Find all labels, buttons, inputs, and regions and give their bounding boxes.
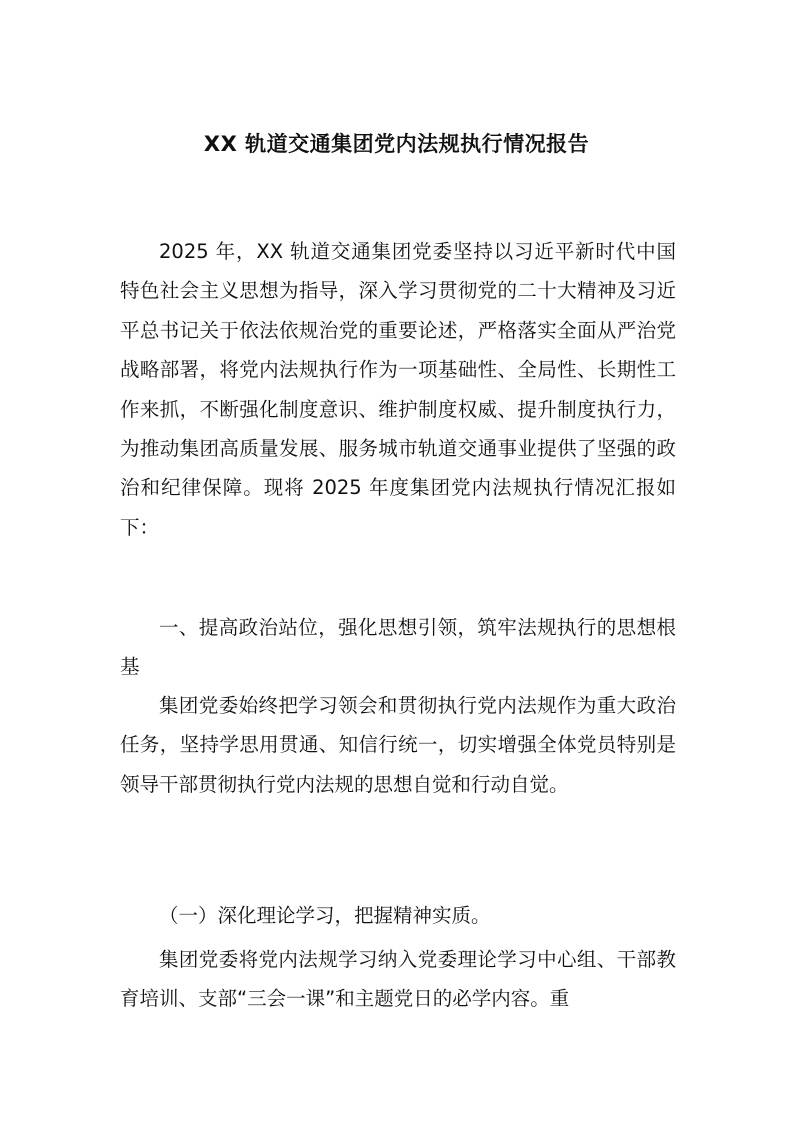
intro-paragraph: 2025 年，XX 轨道交通集团党委坚持以习近平新时代中国特色社会主义思想为指导，深入学习贯彻党的二十大精神及习近平总书记关于依法依规治党的重要论述，严格落实全面从严治党战略部署，将党内法规执行作为一项基础性、全局性、长期性工作来抓，不断强化制度意识、维护制度权威、提升制度执行力，为推动集团高质量发展、服务城市轨道交通事业提供了坚强的政治和纪律保障。现将 2025 年度集团党内法规执行情况汇报如下： <box>120 240 676 539</box>
section-paragraph: 集团党委始终把学习领会和贯彻执行党内法规作为重大政治任务，坚持学思用贯通、知信行统一，切实增强全体党员特别是领导干部贯彻执行党内法规的思想自觉和行动自觉。 <box>120 694 676 796</box>
document-title: XX 轨道交通集团党内法规执行情况报告 <box>203 132 590 156</box>
subsection-heading: （一）深化理论学习，把握精神实质。 <box>159 904 491 927</box>
subsection-paragraph: 集团党委将党内法规学习纳入党委理论学习中心组、干部教育培训、支部“三会一课”和主题党日的必学内容。重 <box>120 948 676 1011</box>
section-heading: 一、提高政治站位，强化思想引领，筑牢法规执行的思想根基 <box>120 616 676 679</box>
